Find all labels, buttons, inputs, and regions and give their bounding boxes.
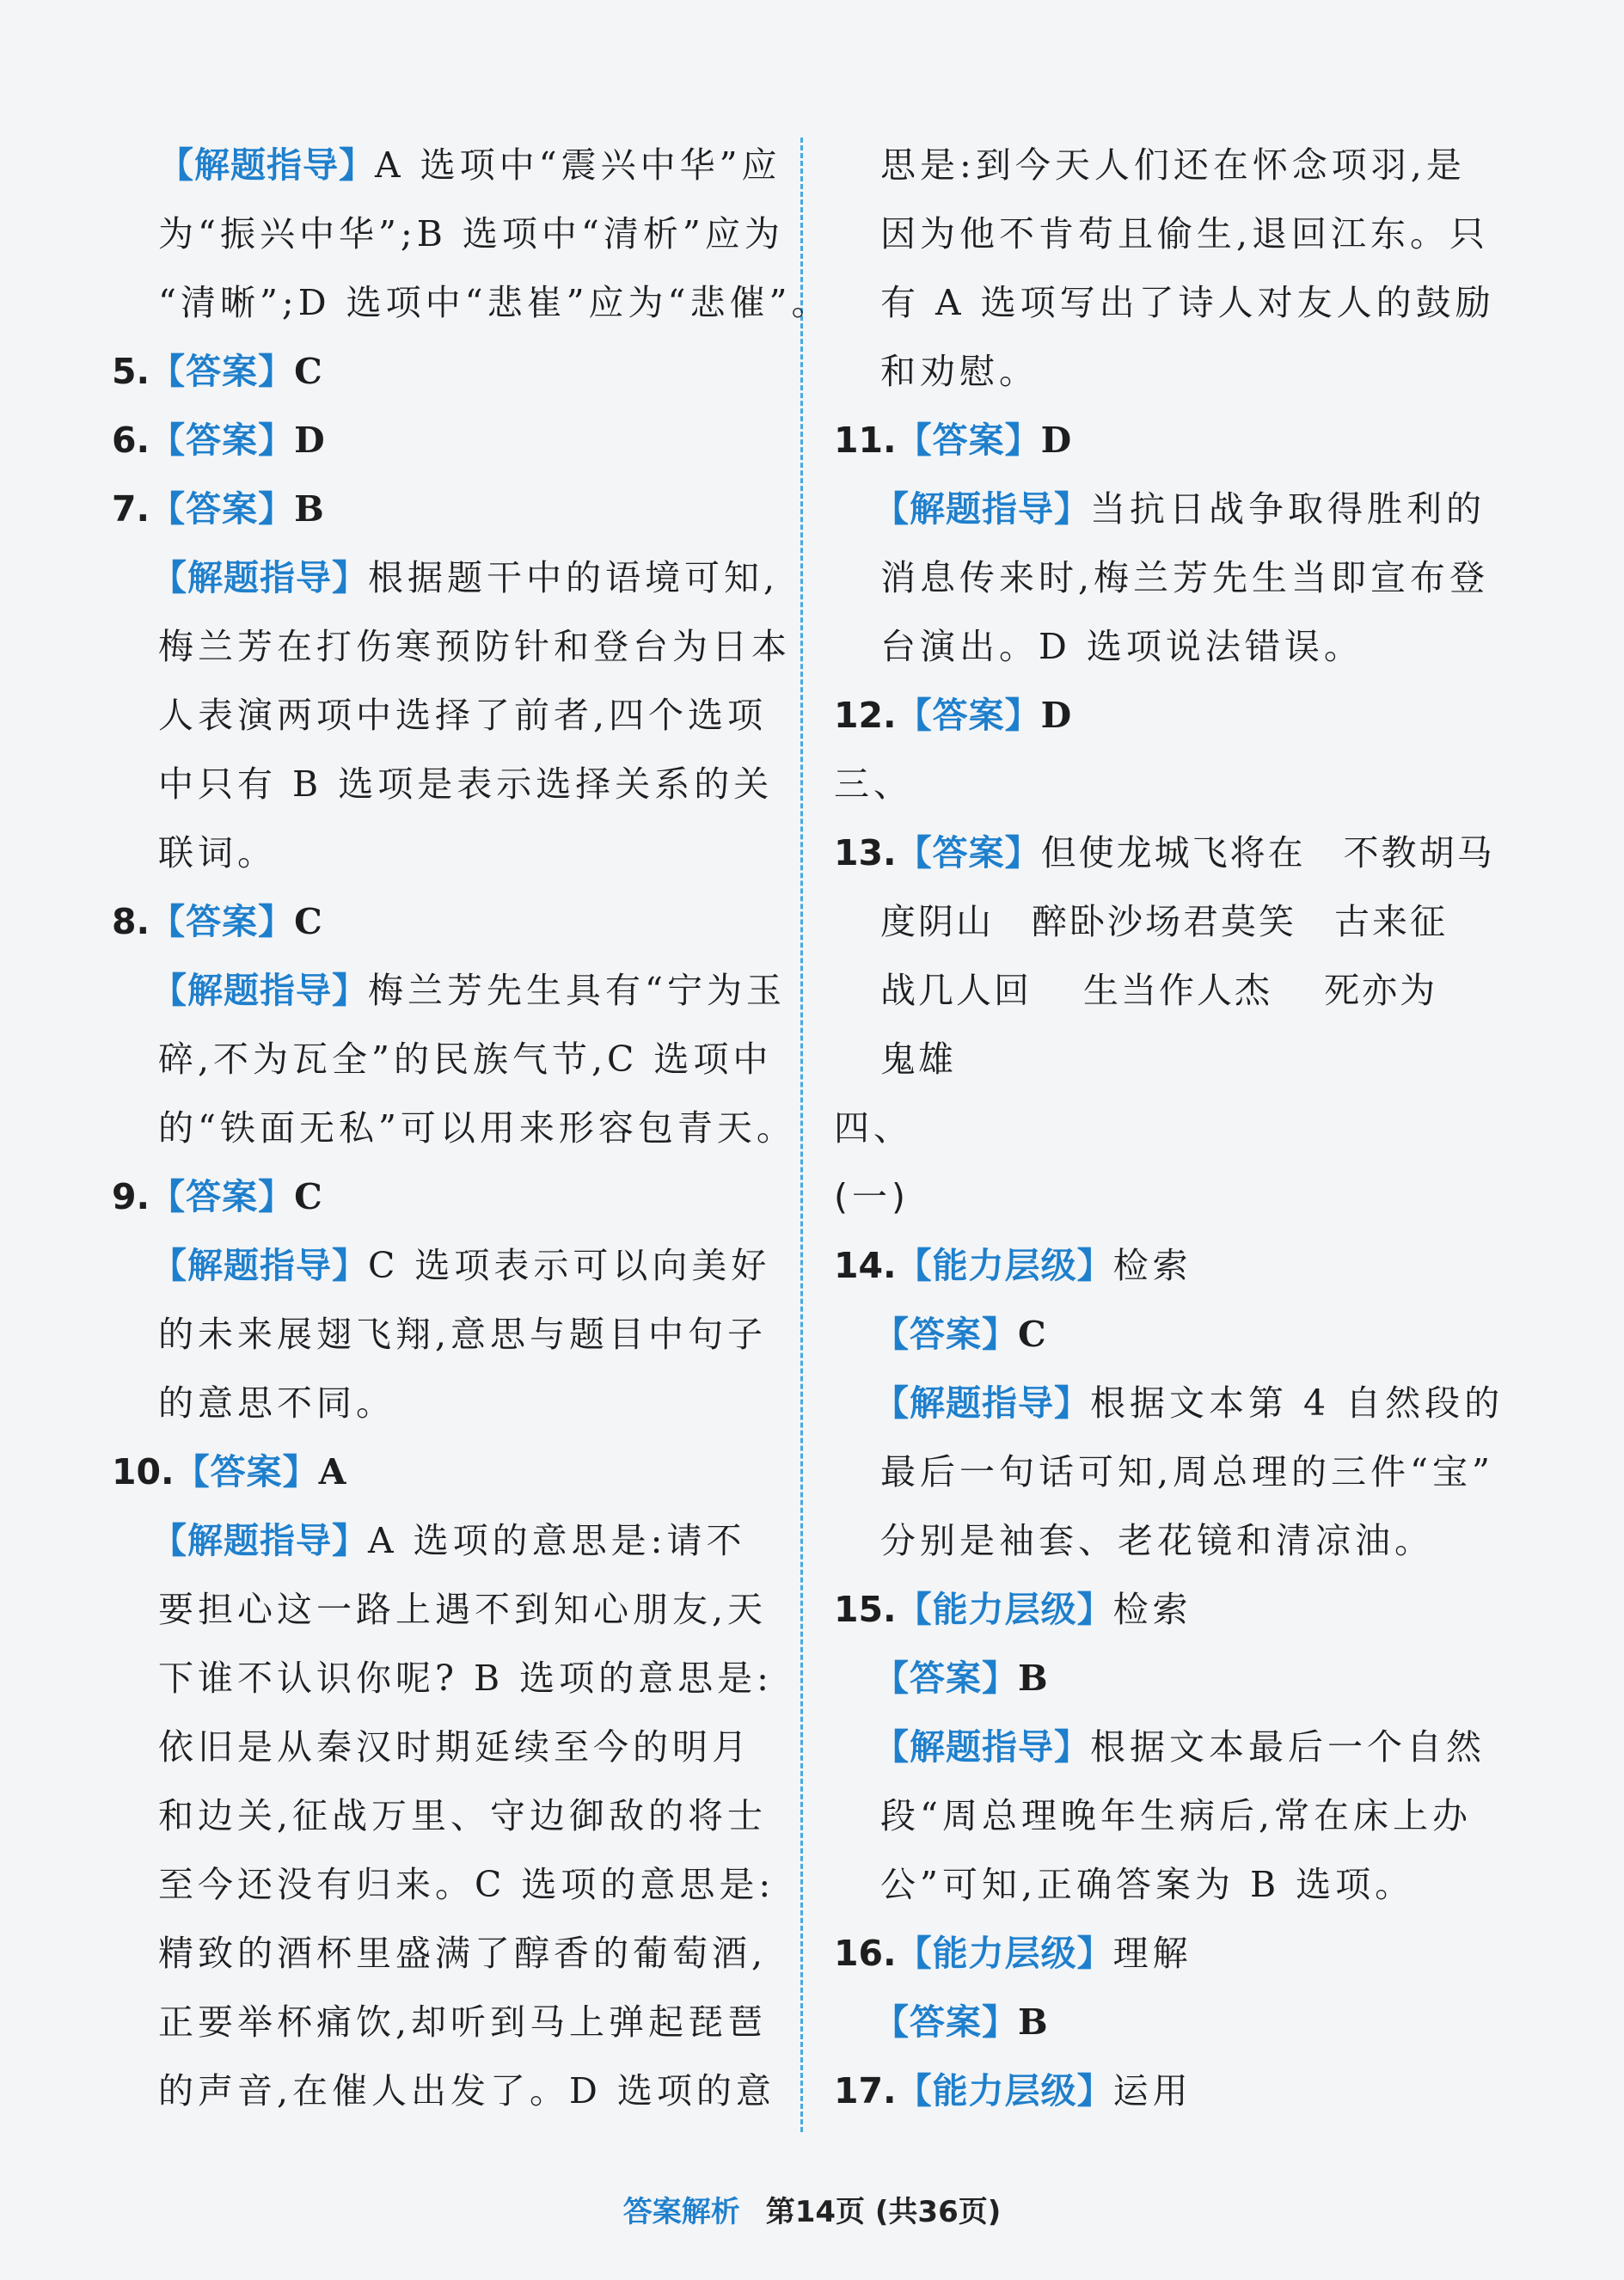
answer-value: D	[1040, 695, 1072, 736]
guide-text: 下谁不认识你呢? B 选项的意思是:	[158, 1658, 773, 1699]
answer-row-15	[873, 1652, 1048, 1704]
guide-line	[158, 139, 781, 191]
answer-row-12	[834, 690, 1071, 741]
guide-text: 的意思不同。	[158, 1382, 395, 1424]
answer-tag: 【答案】	[873, 1314, 1018, 1355]
guide-text: A 选项的意思是:请不	[368, 1520, 746, 1561]
answer-row-14	[873, 1309, 1046, 1360]
footer-label: 答案解析	[622, 2195, 740, 2229]
guide-text: 思是:到今天人们还在怀念项羽,是	[880, 144, 1466, 186]
answer-tag: 【答案】	[873, 2001, 1018, 2043]
answer-tag: 【答案】	[150, 1176, 295, 1217]
guide-tag: 【解题指导】	[151, 1245, 368, 1286]
answer-tag: 【答案】	[150, 488, 295, 530]
answer-row-10	[112, 1446, 346, 1498]
guide-text: 至今还没有归来。C 选项的意思是:	[158, 1864, 775, 1905]
answer-tag: 【答案】	[896, 832, 1041, 873]
guide-text: 和劝慰。	[880, 351, 1039, 392]
guide-text: 根据文本第 4 自然段的	[1090, 1382, 1504, 1424]
guide-tag: 【解题指导】	[873, 1726, 1090, 1768]
question-number: 10.	[112, 1451, 175, 1492]
level-value: 检索	[1112, 1589, 1192, 1630]
guide-text: 要担心这一路上遇不到知心朋友,天	[158, 1589, 768, 1630]
answer-row-5	[112, 346, 322, 397]
guide-line	[873, 483, 1486, 535]
guide-line	[158, 1790, 767, 1842]
guide-line	[880, 277, 1495, 328]
guide-line	[158, 277, 830, 328]
poem-line: 鬼雄	[880, 1039, 956, 1080]
answer-row-9	[112, 1171, 322, 1223]
guide-line	[158, 1859, 775, 1910]
level-tag: 【能力层级】	[896, 2070, 1113, 2111]
answer-tag: 【答案】	[873, 1658, 1018, 1699]
guide-text: 依旧是从秦汉时期延续至今的明月	[158, 1726, 751, 1768]
guide-text: 消息传来时,梅兰芳先生当即宣布登	[880, 557, 1490, 598]
page-footer	[0, 2188, 1624, 2230]
guide-line	[880, 552, 1489, 604]
guide-text: 正要举杯痛饮,却听到马上弹起琵琶	[158, 2001, 768, 2043]
guide-line	[158, 1033, 772, 1085]
guide-line	[158, 758, 773, 810]
question-number: 7.	[112, 488, 150, 530]
guide-text: A 选项中“震兴中华”应	[375, 144, 781, 186]
answer-value: C	[294, 901, 322, 942]
guide-text: 台演出。D 选项说法错误。	[880, 626, 1364, 667]
level-tag: 【能力层级】	[896, 1245, 1113, 1286]
guide-line	[158, 1996, 767, 2048]
guide-text: 分别是袖套、老花镜和清凉油。	[880, 1520, 1434, 1561]
poem-line: 战几人回 生当作人杰 死亦为	[880, 970, 1438, 1011]
guide-line	[151, 552, 779, 604]
column-divider	[800, 138, 803, 2132]
answer-value: C	[294, 351, 322, 392]
guide-text: 根据文本最后一个自然	[1090, 1726, 1486, 1768]
guide-text: 因为他不肯苟且偷生,退回江东。只	[880, 213, 1490, 254]
guide-tag: 【解题指导】	[151, 970, 368, 1011]
answer-row-11	[834, 414, 1071, 466]
question-number: 8.	[112, 901, 150, 942]
level-value: 运用	[1112, 2070, 1192, 2111]
poem-line: 但使龙城飞将在 不教胡马	[1040, 832, 1495, 873]
answer-tag: 【答案】	[174, 1451, 319, 1492]
guide-text: 公”可知,正确答案为 B 选项。	[880, 1864, 1415, 1905]
guide-text: 和边关,征战万里、守边御敌的将士	[158, 1795, 768, 1836]
answer-tag: 【答案】	[896, 420, 1041, 461]
question-number: 12.	[834, 695, 897, 736]
question-number: 13.	[834, 832, 897, 873]
guide-line	[158, 2065, 775, 2117]
answer-row-7	[112, 483, 324, 535]
guide-text: 梅兰芳先生具有“宁为玉	[368, 970, 786, 1011]
level-row-14	[834, 1240, 1192, 1291]
guide-line	[158, 690, 767, 741]
answer-tag: 【答案】	[150, 901, 295, 942]
guide-line	[158, 1928, 767, 1979]
guide-line	[880, 1515, 1434, 1566]
guide-text: “清晰”;D 选项中“悲崔”应为“悲催”。	[158, 282, 831, 323]
guide-text: 当抗日战争取得胜利的	[1090, 488, 1486, 530]
guide-tag: 【解题指导】	[151, 557, 368, 598]
question-number: 11.	[834, 420, 897, 461]
guide-line	[873, 1721, 1486, 1773]
question-number: 5.	[112, 351, 150, 392]
level-tag: 【能力层级】	[896, 1933, 1113, 1974]
section-heading-3: 三、	[834, 763, 913, 805]
level-row-15	[834, 1584, 1192, 1635]
guide-tag: 【解题指导】	[873, 1382, 1090, 1424]
guide-line	[158, 208, 784, 260]
question-number: 9.	[112, 1176, 150, 1217]
level-value: 检索	[1112, 1245, 1192, 1286]
guide-line	[151, 1515, 745, 1566]
guide-line	[158, 1652, 773, 1704]
level-row-17	[834, 2065, 1192, 2117]
question-number: 16.	[834, 1933, 897, 1974]
answer-tag: 【答案】	[896, 695, 1041, 736]
guide-text: 人表演两项中选择了前者,四个选项	[158, 695, 768, 736]
guide-text: 为“振兴中华”;B 选项中“清析”应为	[158, 213, 784, 254]
level-tag: 【能力层级】	[896, 1589, 1113, 1630]
answer-row-13	[834, 827, 1495, 879]
guide-line	[873, 1377, 1504, 1429]
question-number: 15.	[834, 1589, 897, 1630]
guide-line	[880, 346, 1039, 397]
guide-line	[158, 1102, 796, 1154]
guide-text: 精致的酒杯里盛满了醇香的葡萄酒,	[158, 1933, 768, 1974]
guide-text: 碎,不为瓦全”的民族气节,C 选项中	[158, 1039, 773, 1080]
guide-line	[158, 1584, 767, 1635]
guide-text: 根据题干中的语境可知,	[368, 557, 780, 598]
guide-line	[158, 1309, 767, 1360]
answer-tag: 【答案】	[150, 420, 295, 461]
guide-text: 中只有 B 选项是表示选择关系的关	[158, 763, 774, 805]
answer-value: A	[318, 1451, 346, 1492]
guide-line	[151, 1240, 770, 1291]
question-number: 17.	[834, 2070, 897, 2111]
answer-value: D	[1040, 420, 1072, 461]
guide-text: C 选项表示可以向美好	[368, 1245, 771, 1286]
level-value: 理解	[1112, 1933, 1192, 1974]
guide-line	[880, 1790, 1472, 1842]
guide-line	[880, 208, 1489, 260]
guide-text: 段“周总理晚年生病后,常在床上办	[880, 1795, 1472, 1836]
question-number: 14.	[834, 1245, 897, 1286]
guide-line	[880, 139, 1466, 191]
poem-line: 度阴山 醉卧沙场君莫笑 古来征	[880, 901, 1448, 942]
guide-text: 最后一句话可知,周总理的三件“宝”	[880, 1451, 1494, 1492]
guide-line	[151, 965, 786, 1016]
answer-value: B	[1018, 1658, 1048, 1699]
answer-value: C	[294, 1176, 322, 1217]
guide-text: 有 A 选项写出了诗人对友人的鼓励	[880, 282, 1495, 323]
guide-tag: 【解题指导】	[158, 144, 375, 186]
guide-line	[158, 827, 277, 879]
answer-row-6	[112, 414, 325, 466]
answer-value: B	[294, 488, 324, 530]
guide-text: 的声音,在催人出发了。D 选项的意	[158, 2070, 775, 2111]
answer-value: D	[294, 420, 325, 461]
answer-value: C	[1018, 1314, 1046, 1355]
guide-text: 的“铁面无私”可以用来形容包青天。	[158, 1107, 796, 1149]
guide-tag: 【解题指导】	[873, 488, 1090, 530]
guide-text: 梅兰芳在打伤寒预防针和登台为日本	[158, 626, 791, 667]
guide-line	[158, 1721, 751, 1773]
guide-line	[880, 1859, 1414, 1910]
section-heading-4: 四、	[834, 1107, 913, 1149]
answer-value: B	[1018, 2001, 1048, 2043]
guide-text: 的未来展翅飞翔,意思与题目中句子	[158, 1314, 768, 1355]
question-number: 6.	[112, 420, 150, 461]
answer-row-8	[112, 896, 322, 947]
guide-text: 联词。	[158, 832, 277, 873]
subsection-heading: (一)	[834, 1176, 910, 1217]
answer-tag: 【答案】	[150, 351, 295, 392]
answer-row-16	[873, 1996, 1048, 2048]
level-row-16	[834, 1928, 1192, 1979]
page-number: 第14页 (共36页)	[765, 2195, 1002, 2229]
guide-line	[880, 621, 1364, 672]
guide-line	[158, 1377, 395, 1429]
guide-line	[158, 621, 791, 672]
guide-line	[880, 1446, 1494, 1498]
guide-tag: 【解题指导】	[151, 1520, 368, 1561]
